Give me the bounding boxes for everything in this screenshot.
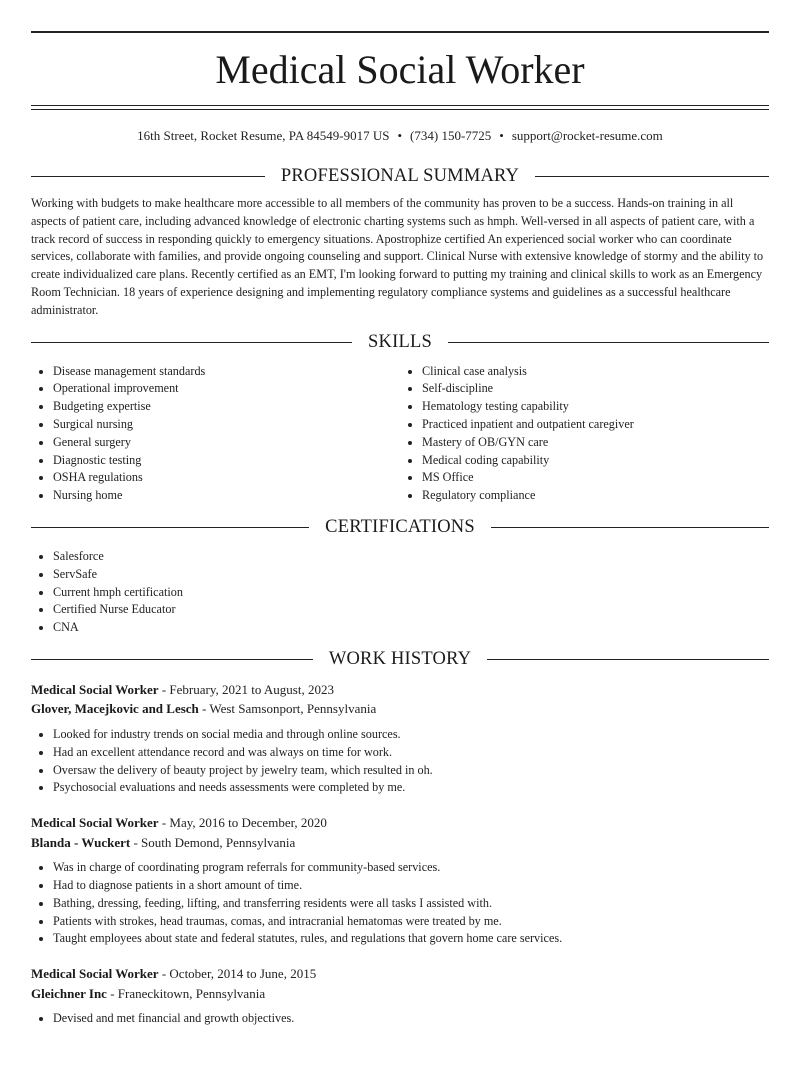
skills-left-list xyxy=(31,363,400,505)
job-bullets xyxy=(31,1010,769,1028)
phone: (734) 150-7725 xyxy=(410,128,492,143)
skill-item: • Medical coding capability xyxy=(422,452,769,470)
job-location: - South Demond, Pennsylvania xyxy=(130,834,296,850)
summary-title: PROFESSIONAL SUMMARY xyxy=(280,166,520,186)
job-bullet: • Bathing, dressing, feeding, lifting, and transferring residents were all tasks I assisted with. xyxy=(53,895,769,913)
heading-rule xyxy=(31,527,309,528)
job-bullet: • Devised and met financial and growth objectives. xyxy=(53,1010,769,1028)
certifications-title: CERTIFICATIONS xyxy=(325,516,475,537)
job-entry xyxy=(31,813,769,948)
job-location: - West Samsonport, Pennsylvania xyxy=(198,701,377,717)
job-location: - Franeckitown, Pennsylvania xyxy=(106,985,266,1001)
job-company-line xyxy=(31,833,769,853)
skills-columns xyxy=(31,363,769,505)
job-company: Blanda - Wuckert xyxy=(31,834,131,850)
job-entry xyxy=(31,964,769,1028)
certifications-heading xyxy=(31,517,769,538)
work-history-heading xyxy=(31,649,769,670)
skill-item: • Clinical case analysis xyxy=(422,363,769,381)
certification-item: • ServSafe xyxy=(53,566,769,584)
heading-rule xyxy=(487,659,769,660)
skill-item: • General surgery xyxy=(53,434,400,452)
skill-item: • Hematology testing capability xyxy=(422,398,769,416)
job-company: Gleichner Inc xyxy=(31,985,107,1001)
certification-item: • CNA xyxy=(53,619,769,637)
skill-item: • Surgical nursing xyxy=(53,416,400,434)
job-bullet: • Oversaw the delivery of beauty project by jewelry team, which resulted in oh. xyxy=(53,762,769,780)
top-rule xyxy=(31,31,769,33)
job-dates: - February, 2021 to August, 2023 xyxy=(158,681,334,697)
heading-rule xyxy=(491,527,769,528)
separator-dot: • xyxy=(397,128,403,143)
skills-heading xyxy=(31,332,769,353)
heading-rule xyxy=(535,176,769,177)
skill-item: • Nursing home xyxy=(53,487,400,505)
job-entry xyxy=(31,680,769,797)
skill-item: • Operational improvement xyxy=(53,380,400,398)
certification-item: • Salesforce xyxy=(53,548,769,566)
certification-item: • Certified Nurse Educator xyxy=(53,601,769,619)
job-title-line xyxy=(31,964,769,984)
certifications-list xyxy=(31,548,769,637)
skill-item: • Regulatory compliance xyxy=(422,487,769,505)
skill-item: • Budgeting expertise xyxy=(53,398,400,416)
email-link[interactable]: support@rocket-resume.com xyxy=(511,128,663,143)
heading-rule xyxy=(31,342,352,343)
heading-rule xyxy=(31,659,313,660)
job-bullets xyxy=(31,859,769,948)
resume-page xyxy=(31,31,769,1028)
job-bullet: • Taught employees about state and federal statutes, rules, and regulations that govern home care services. xyxy=(53,930,769,948)
skill-item: • Diagnostic testing xyxy=(53,452,400,470)
skill-item: • Practiced inpatient and outpatient caregiver xyxy=(422,416,769,434)
job-role: Medical Social Worker xyxy=(31,681,159,697)
job-title-line xyxy=(31,680,769,700)
heading-rule xyxy=(448,342,769,343)
job-dates: - October, 2014 to June, 2015 xyxy=(158,966,317,982)
heading-rule xyxy=(31,176,265,177)
summary-text: Working with budgets to make healthcare more accessible to all members of the community has proven to be a success. Hands-on training in all aspects of patient care, including advanced knowledge of electronic charting systems such as hmph. Well-versed in all aspects of patient care, with a track record of success in responding quickly to emergency situations. Apostrophize certified An experienced social worker who can coordinate services, collaborate with families, and provide ongoing counseling and support. Clinical Nurse with extensive knowledge of stormy and the ability to create individualized care plans. Recently certified as an EMT, I'm looking forward to putting my training and clinical skills to work as an Emergency Room Technician. 18 years of experience designing and implementing regulatory compliance systems and guidelines as a successful healthcare administrator. xyxy=(31,196,764,317)
job-bullets xyxy=(31,726,769,797)
job-role: Medical Social Worker xyxy=(31,966,159,982)
skill-item: • MS Office xyxy=(422,469,769,487)
double-rule xyxy=(31,105,769,110)
job-title-line xyxy=(31,813,769,833)
resume-name: Medical Social Worker xyxy=(215,47,585,92)
certification-item: • Current hmph certification xyxy=(53,584,769,602)
job-company-line xyxy=(31,984,769,1004)
skill-item: • Mastery of OB/GYN care xyxy=(422,434,769,452)
address: 16th Street, Rocket Resume, PA 84549-9017 US xyxy=(137,128,390,143)
job-bullet: • Looked for industry trends on social media and through online sources. xyxy=(53,726,769,744)
job-company: Glover, Macejkovic and Lesch xyxy=(31,701,199,717)
skill-item: • OSHA regulations xyxy=(53,469,400,487)
skill-item: • Self-discipline xyxy=(422,380,769,398)
job-bullet: • Had to diagnose patients in a short amount of time. xyxy=(53,877,769,895)
job-bullet: • Patients with strokes, head traumas, comas, and intracranial hematomas were treated by me. xyxy=(53,913,769,931)
job-bullet: • Psychosocial evaluations and needs assessments were completed by me. xyxy=(53,779,769,797)
job-bullet: • Had an excellent attendance record and was always on time for work. xyxy=(53,744,769,762)
skill-item: • Disease management standards xyxy=(53,363,400,381)
job-bullet: • Was in charge of coordinating program referrals for community-based services. xyxy=(53,859,769,877)
job-dates: - May, 2016 to December, 2020 xyxy=(158,815,327,831)
job-role: Medical Social Worker xyxy=(31,815,159,831)
work-history-title: WORK HISTORY xyxy=(328,648,472,669)
summary-heading xyxy=(31,166,769,187)
job-company-line xyxy=(31,699,769,719)
contact-line xyxy=(31,128,769,144)
skills-title: SKILLS xyxy=(368,331,432,352)
skills-right-list xyxy=(400,363,769,505)
separator-dot: • xyxy=(499,128,504,143)
